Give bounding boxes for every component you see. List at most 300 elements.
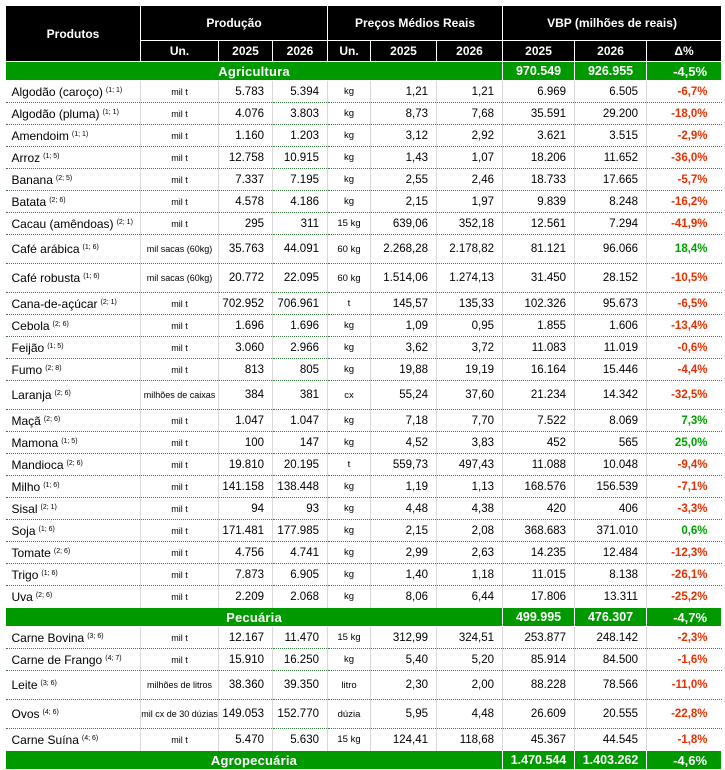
production-unit: mil t	[141, 191, 219, 213]
product-note: (1; 1)	[102, 108, 119, 116]
product-note: (1; 5)	[43, 152, 60, 160]
production-2025: 702.952	[219, 293, 273, 315]
vbp-2025: 6.969	[503, 81, 575, 103]
production-unit: mil t	[141, 337, 219, 359]
table-row	[6, 213, 722, 235]
product-note: (1; 6)	[43, 481, 60, 489]
vbp-2026: 84.500	[575, 649, 647, 671]
price-2025: 5,95	[371, 700, 437, 729]
vbp-delta: -3,3%	[647, 498, 722, 520]
production-2025: 813	[219, 359, 273, 381]
vbp-delta: -2,3%	[647, 627, 722, 649]
production-unit: mil sacas (60kg)	[141, 264, 219, 293]
vbp-2026: 8.069	[575, 410, 647, 432]
production-2025: 7.873	[219, 564, 273, 586]
product-note: (1; 6)	[38, 525, 55, 533]
product-name: Milho	[11, 479, 41, 494]
product-note: (1; 6)	[82, 244, 99, 251]
production-2026: 3.803	[273, 103, 328, 125]
table-body	[6, 62, 722, 770]
vbp-delta: 18,4%	[647, 235, 722, 264]
vbp-2026: 565	[575, 432, 647, 454]
vbp-2025: 1.855	[503, 315, 575, 337]
production-2025: 295	[219, 213, 273, 235]
price-unit: kg	[328, 337, 371, 359]
product-name: Cacau (amêndoas)	[11, 216, 114, 231]
production-2025: 1.696	[219, 315, 273, 337]
price-2026: 1,07	[437, 147, 503, 169]
vbp-delta: -26,1%	[647, 564, 722, 586]
product-name: Carne Bovina	[11, 630, 85, 645]
vbp-delta: -25,2%	[647, 586, 722, 608]
production-unit: mil t	[141, 454, 219, 476]
product-cell	[6, 213, 141, 235]
vbp-delta: -5,7%	[647, 169, 722, 191]
price-unit: t	[328, 293, 371, 315]
production-unit: mil t	[141, 432, 219, 454]
section-delta: -4,7%	[647, 608, 722, 627]
production-2026: 39.350	[273, 671, 328, 700]
price-unit: kg	[328, 476, 371, 498]
product-note: (3; 6)	[40, 680, 57, 687]
product-note: (4; 7)	[105, 654, 122, 662]
vbp-delta: -6,7%	[647, 81, 722, 103]
vbp-delta: -16,2%	[647, 191, 722, 213]
vbp-2025: 85.914	[503, 649, 575, 671]
price-unit: kg	[328, 564, 371, 586]
price-2026: 2,46	[437, 169, 503, 191]
price-unit: kg	[328, 103, 371, 125]
product-note: (1; 5)	[61, 437, 78, 445]
vbp-delta: -10,5%	[647, 264, 722, 293]
production-unit: milhões de litros	[141, 671, 219, 700]
header-precos-2025: 2025	[371, 41, 437, 62]
product-note: (1; 5)	[47, 342, 64, 350]
production-2025: 149.053	[219, 700, 273, 729]
product-note: (2; 5)	[55, 174, 73, 182]
section-delta: -4,5%	[647, 62, 722, 81]
production-2026: 177.985	[273, 520, 328, 542]
price-unit: kg	[328, 169, 371, 191]
vbp-2025: 18.206	[503, 147, 575, 169]
product-name: Café arábica	[11, 242, 80, 256]
vbp-2026: 8.138	[575, 564, 647, 586]
vbp-2026: 3.515	[575, 125, 647, 147]
price-2026: 2.178,82	[437, 235, 503, 264]
production-unit: mil t	[141, 564, 219, 586]
production-unit: mil t	[141, 315, 219, 337]
production-2025: 12.758	[219, 147, 273, 169]
header-precos-2026: 2026	[437, 41, 503, 62]
vbp-2025: 26.609	[503, 700, 575, 729]
production-2025: 5.783	[219, 81, 273, 103]
section-row	[6, 608, 722, 627]
price-2026: 2,63	[437, 542, 503, 564]
table-row	[6, 264, 722, 293]
price-2026: 324,51	[437, 627, 503, 649]
table-row	[6, 700, 722, 729]
vbp-delta: 25,0%	[647, 432, 722, 454]
price-2026: 19,19	[437, 359, 503, 381]
product-name: Mandioca	[11, 457, 64, 472]
product-note: (2; 1)	[100, 298, 117, 306]
table-row	[6, 542, 722, 564]
table-row	[6, 315, 722, 337]
table-row	[6, 454, 722, 476]
section-vbp-2026: 1.403.262	[575, 751, 647, 770]
production-unit: milhões de caixas	[141, 381, 219, 410]
table-row	[6, 103, 722, 125]
product-cell	[6, 359, 141, 381]
vbp-2025: 9.839	[503, 191, 575, 213]
table-row	[6, 586, 722, 608]
production-unit: mil t	[141, 627, 219, 649]
production-2025: 94	[219, 498, 273, 520]
price-2026: 1.274,13	[437, 264, 503, 293]
price-2025: 5,40	[371, 649, 437, 671]
price-unit: 60 kg	[328, 264, 371, 293]
vbp-2026: 96.066	[575, 235, 647, 264]
price-unit: 15 kg	[328, 213, 371, 235]
production-2026: 152.770	[273, 700, 328, 729]
product-cell	[6, 315, 141, 337]
product-name: Batata	[11, 194, 47, 209]
product-name: Banana	[11, 172, 53, 187]
production-unit: mil t	[141, 586, 219, 608]
product-cell	[6, 191, 141, 213]
price-2025: 7,18	[371, 410, 437, 432]
product-cell	[6, 125, 141, 147]
vbp-2025: 81.121	[503, 235, 575, 264]
price-2025: 2.268,28	[371, 235, 437, 264]
production-unit: mil t	[141, 410, 219, 432]
product-cell	[6, 454, 141, 476]
product-name: Carne de Frango	[11, 652, 103, 667]
section-row	[6, 751, 722, 770]
vbp-2026: 156.539	[575, 476, 647, 498]
production-2026: 22.095	[273, 264, 328, 293]
table-row	[6, 169, 722, 191]
vbp-2026: 406	[575, 498, 647, 520]
vbp-2026: 6.505	[575, 81, 647, 103]
product-name: Trigo	[11, 567, 39, 582]
product-cell	[6, 564, 141, 586]
production-2025: 1.160	[219, 125, 273, 147]
vbp-delta: -12,3%	[647, 542, 722, 564]
vbp-2026: 95.673	[575, 293, 647, 315]
price-2025: 312,99	[371, 627, 437, 649]
product-name: Algodão (pluma)	[11, 106, 100, 121]
product-cell	[6, 627, 141, 649]
product-note: (3; 6)	[87, 632, 104, 640]
price-2025: 4,52	[371, 432, 437, 454]
header-produtos: Produtos	[6, 6, 141, 62]
production-2025: 3.060	[219, 337, 273, 359]
price-2025: 4,48	[371, 498, 437, 520]
production-unit: mil sacas (60kg)	[141, 235, 219, 264]
table-row	[6, 627, 722, 649]
vbp-2025: 16.164	[503, 359, 575, 381]
price-unit: 15 kg	[328, 729, 371, 751]
price-unit: kg	[328, 359, 371, 381]
price-2026: 352,18	[437, 213, 503, 235]
section-vbp-2025: 970.549	[503, 62, 575, 81]
section-name: Agricultura	[6, 62, 503, 81]
vbp-2025: 11.015	[503, 564, 575, 586]
table-row	[6, 125, 722, 147]
price-2025: 19,88	[371, 359, 437, 381]
price-2026: 1,97	[437, 191, 503, 213]
production-unit: mil t	[141, 476, 219, 498]
vbp-delta: -7,1%	[647, 476, 722, 498]
production-2025: 19.810	[219, 454, 273, 476]
vbp-2025: 420	[503, 498, 575, 520]
production-unit: mil t	[141, 498, 219, 520]
product-note: (2; 6)	[52, 320, 69, 328]
vbp-2025: 11.083	[503, 337, 575, 359]
product-note: (1; 6)	[83, 273, 100, 280]
vbp-2026: 8.248	[575, 191, 647, 213]
price-2026: 135,33	[437, 293, 503, 315]
price-unit: kg	[328, 586, 371, 608]
product-name: Sisal	[11, 501, 38, 516]
production-2026: 381	[273, 381, 328, 410]
price-2026: 3,72	[437, 337, 503, 359]
product-cell	[6, 381, 141, 410]
vbp-2025: 253.877	[503, 627, 575, 649]
product-cell	[6, 542, 141, 564]
product-note: (2; 6)	[43, 415, 61, 423]
product-cell	[6, 498, 141, 520]
price-unit: litro	[328, 671, 371, 700]
product-note: (4; 6)	[42, 709, 59, 716]
vbp-2025: 14.235	[503, 542, 575, 564]
price-unit: cx	[328, 381, 371, 410]
price-2026: 0,95	[437, 315, 503, 337]
vbp-2026: 11.652	[575, 147, 647, 169]
price-2025: 2,30	[371, 671, 437, 700]
price-2026: 7,70	[437, 410, 503, 432]
product-cell	[6, 586, 141, 608]
product-note: (2; 6)	[54, 390, 71, 397]
table-row	[6, 191, 722, 213]
price-2025: 639,06	[371, 213, 437, 235]
vbp-2025: 21.234	[503, 381, 575, 410]
production-2026: 5.394	[273, 81, 328, 103]
production-2025: 38.360	[219, 671, 273, 700]
product-cell	[6, 169, 141, 191]
header-vbp-2025: 2025	[503, 41, 575, 62]
production-unit: mil t	[141, 213, 219, 235]
price-2025: 2,15	[371, 191, 437, 213]
product-name: Arroz	[11, 150, 41, 165]
header-row-1	[6, 6, 722, 41]
production-2026: 805	[273, 359, 328, 381]
product-cell	[6, 103, 141, 125]
vbp-delta: -4,4%	[647, 359, 722, 381]
table-row	[6, 410, 722, 432]
product-note: (1; 6)	[41, 569, 58, 577]
product-cell	[6, 700, 141, 729]
vbp-delta: -0,6%	[647, 337, 722, 359]
header-producao-2025: 2025	[219, 41, 273, 62]
production-unit: mil cx de 30 dúzias	[141, 700, 219, 729]
vbp-delta: -2,9%	[647, 125, 722, 147]
vbp-2026: 17.665	[575, 169, 647, 191]
price-2025: 3,62	[371, 337, 437, 359]
section-vbp-2025: 1.470.544	[503, 751, 575, 770]
production-unit: mil t	[141, 103, 219, 125]
vbp-2026: 44.545	[575, 729, 647, 751]
product-note: (2; 6)	[66, 459, 83, 467]
header-producao-2026: 2026	[273, 41, 328, 62]
vbp-delta: -13,4%	[647, 315, 722, 337]
production-2025: 4.076	[219, 103, 273, 125]
price-2025: 1.514,06	[371, 264, 437, 293]
price-unit: kg	[328, 498, 371, 520]
header-vbp-2026: 2026	[575, 41, 647, 62]
vbp-delta: 0,6%	[647, 520, 722, 542]
product-name: Ovos	[11, 707, 40, 721]
production-2025: 100	[219, 432, 273, 454]
table-row	[6, 432, 722, 454]
vbp-2025: 11.088	[503, 454, 575, 476]
vbp-delta: -32,5%	[647, 381, 722, 410]
vbp-2026: 15.446	[575, 359, 647, 381]
price-2026: 1,21	[437, 81, 503, 103]
table-row	[6, 293, 722, 315]
price-2026: 6,44	[437, 586, 503, 608]
product-name: Carne Suína	[11, 732, 79, 747]
price-2026: 2,08	[437, 520, 503, 542]
production-2026: 20.195	[273, 454, 328, 476]
product-name: Algodão (caroço)	[11, 84, 103, 99]
vbp-2026: 12.484	[575, 542, 647, 564]
price-2026: 2,00	[437, 671, 503, 700]
section-name: Pecuária	[6, 608, 503, 627]
production-unit: mil t	[141, 729, 219, 751]
table-row	[6, 337, 722, 359]
vbp-2026: 248.142	[575, 627, 647, 649]
production-unit: mil t	[141, 649, 219, 671]
vbp-2026: 20.555	[575, 700, 647, 729]
price-2025: 3,12	[371, 125, 437, 147]
product-note: (1; 1)	[105, 86, 123, 94]
price-2025: 1,21	[371, 81, 437, 103]
vbp-2026: 29.200	[575, 103, 647, 125]
production-unit: mil t	[141, 293, 219, 315]
production-2026: 44.091	[273, 235, 328, 264]
vbp-2026: 1.606	[575, 315, 647, 337]
production-unit: mil t	[141, 125, 219, 147]
product-name: Maçã	[11, 413, 41, 428]
price-unit: dúzia	[328, 700, 371, 729]
production-2026: 11.470	[273, 627, 328, 649]
production-2025: 5.470	[219, 729, 273, 751]
product-note: (2; 8)	[45, 364, 62, 372]
production-unit: mil t	[141, 169, 219, 191]
product-name: Cana-de-açúcar	[11, 296, 98, 311]
product-cell	[6, 337, 141, 359]
price-unit: t	[328, 454, 371, 476]
price-2025: 559,73	[371, 454, 437, 476]
vbp-2026: 11.019	[575, 337, 647, 359]
production-2026: 10.915	[273, 147, 328, 169]
product-name: Uva	[11, 589, 33, 604]
product-note: (2; 1)	[40, 503, 57, 511]
product-cell	[6, 264, 141, 293]
vbp-delta: -1,6%	[647, 649, 722, 671]
price-unit: kg	[328, 410, 371, 432]
price-2026: 3,83	[437, 432, 503, 454]
production-2026: 7.195	[273, 169, 328, 191]
section-vbp-2026: 926.955	[575, 62, 647, 81]
production-2026: 4.186	[273, 191, 328, 213]
price-unit: kg	[328, 649, 371, 671]
price-2025: 145,57	[371, 293, 437, 315]
production-unit: mil t	[141, 520, 219, 542]
vbp-delta: -36,0%	[647, 147, 722, 169]
vbp-delta: 7,3%	[647, 410, 722, 432]
section-row	[6, 62, 722, 81]
vbp-table-container	[5, 5, 722, 770]
product-note: (1; 1)	[71, 130, 89, 138]
price-2026: 5,20	[437, 649, 503, 671]
production-2025: 35.763	[219, 235, 273, 264]
vbp-2025: 168.576	[503, 476, 575, 498]
vbp-delta: -6,5%	[647, 293, 722, 315]
vbp-2026: 14.342	[575, 381, 647, 410]
production-2025: 12.167	[219, 627, 273, 649]
production-2025: 7.337	[219, 169, 273, 191]
vbp-2025: 7.522	[503, 410, 575, 432]
production-2026: 4.741	[273, 542, 328, 564]
vbp-delta: -18,0%	[647, 103, 722, 125]
production-unit: mil t	[141, 359, 219, 381]
price-2025: 1,43	[371, 147, 437, 169]
vbp-delta: -11,0%	[647, 671, 722, 700]
vbp-2025: 45.367	[503, 729, 575, 751]
production-unit: mil t	[141, 147, 219, 169]
product-note: (2; 6)	[49, 196, 66, 204]
vbp-2025: 12.561	[503, 213, 575, 235]
table-row	[6, 235, 722, 264]
price-2025: 8,06	[371, 586, 437, 608]
production-2026: 5.630	[273, 729, 328, 751]
price-2025: 1,19	[371, 476, 437, 498]
product-cell	[6, 81, 141, 103]
product-cell	[6, 476, 141, 498]
production-unit: mil t	[141, 542, 219, 564]
price-2026: 4,38	[437, 498, 503, 520]
header-producao: Produção	[141, 6, 328, 41]
production-2026: 6.905	[273, 564, 328, 586]
production-2025: 384	[219, 381, 273, 410]
product-name: Laranja	[11, 388, 52, 402]
table-row	[6, 649, 722, 671]
vbp-2025: 17.806	[503, 586, 575, 608]
price-unit: kg	[328, 191, 371, 213]
production-2026: 706.961	[273, 293, 328, 315]
product-name: Tomate	[11, 545, 51, 560]
header-un-producao: Un.	[141, 41, 219, 62]
product-note: (2; 1)	[116, 218, 133, 226]
vbp-delta: -22,8%	[647, 700, 722, 729]
vbp-2025: 452	[503, 432, 575, 454]
product-name: Café robusta	[11, 271, 81, 285]
production-2026: 1.047	[273, 410, 328, 432]
production-2026: 2.068	[273, 586, 328, 608]
